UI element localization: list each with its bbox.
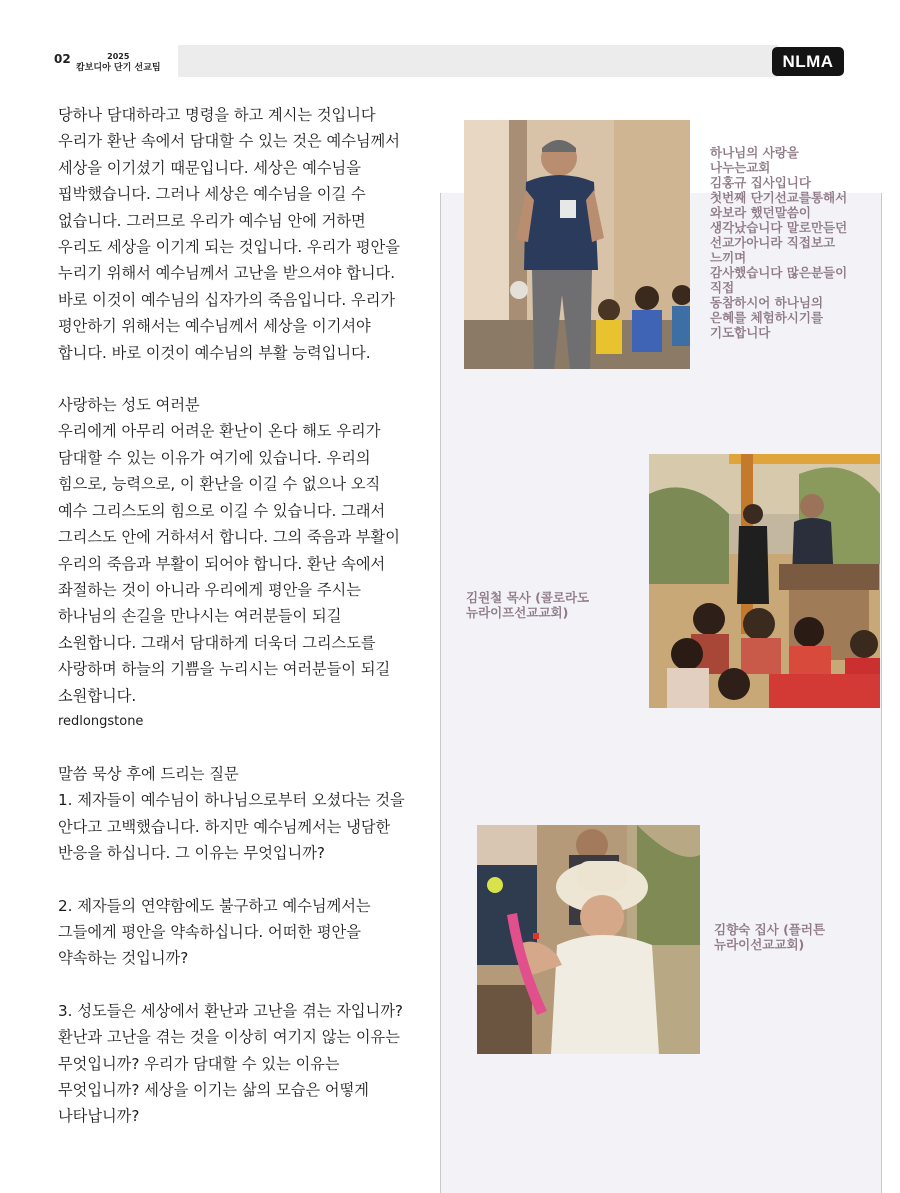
caption-3: 김향숙 집사 (플러튼 뉴라이선교교회) [714,922,826,952]
body-paragraph-1: 당하나 담대하라고 명령을 하고 계시는 것입니다 우리가 환난 속에서 담대할 수 있는 것은 예수님께서 세상을 이기셨기 때문입니다. 세상은 예수님을 핍박했습니다. 그러나 세상은 예수님을 이길 수 없습니다. 그러므로 우리가 예수님 안에 거하면 우리도 세상을 이기게 되는 것입니다. 우리가 평안을 누리기 위해서 예수님께서 고난을 받으셔야 합니다. 바로 이것이 예수님의 십자가의 죽음입니다. 우리가 평안하기 위해서는 예수님께서 세상을 이기셔야 합니다. 바로 이것이 예수님의 부활 능력입니다. [58,106,400,362]
caption-2: 김원철 목사 (콜로라도 뉴라이프선교교회) [466,590,590,620]
page-number: 02 [54,52,71,66]
paragraph-gap [58,972,433,998]
header-bar [178,45,778,77]
body-text-column [58,102,433,1130]
photo-deacon-standing [464,120,690,369]
question-2: 2. 제자들의 연약함에도 불구하고 예수님께서는 그들에게 평안을 약속하십니다. 어떠한 평안을 약속하는 것입니까? [58,896,371,968]
header-title-block [76,52,161,74]
header-title: 캄보디아 단기 선교팀 [76,63,161,73]
author-signature: redlongstone [58,713,144,729]
body-paragraph-2: 사랑하는 성도 여러분 우리에게 아무리 어려운 환난이 온다 해도 우리가 담대할 수 있는 이유가 여기에 있습니다. 우리의 힘으로, 능력으로, 이 환난을 이길 수 없으나 오직 예수 그리스도의 힘으로 이길 수 있습니다. 그래서 그리스도 안에 거하셔서 합니다. 그의 죽음과 부활이 우리의 죽음과 부활이 되어야 합니다. 환난 속에서 좌절하는 것이 아니라 우리에게 평안을 주시는 하나님의 손길을 만나시는 여러분들이 되길 소원합니다. 그래서 담대하게 더욱더 그리스도를 사랑하며 하늘의 기쁨을 누리시는 여러분들이 되길 소원합니다. [58,396,400,705]
paragraph-gap [58,366,433,392]
paragraph-gap [58,867,433,893]
question-1: 1. 제자들이 예수님이 하나님으로부터 오셨다는 것을 안다고 고백했습니다. 하지만 예수님께서는 냉담한 반응을 하십니다. 그 이유는 무엇입니까? [58,791,405,863]
photo-deaconess-hat [477,825,700,1054]
brand-badge: NLMA [772,47,844,76]
photo-pastor-speaking [649,454,880,708]
question-3: 3. 성도들은 세상에서 환난과 고난을 겪는 자입니까? 환난과 고난을 겪는 것을 이상히 여기지 않는 이유는 무엇입니까? 우리가 담대할 수 있는 이유는 무엇입니까? 세상을 이기는 삶의 모습은 어떻게 나타납니까? [58,1001,403,1126]
paragraph-gap [58,735,433,761]
caption-1: 하나님의 사랑을 나누는교회 김홍규 집사입니다 첫번째 단기선교를통해서 와보라 했던말씀이 생각났습니다 말로만듣던 선교가아니라 직접보고 느끼며 감사했습니다 많은분들이 직접 동참하시어 하나님의 은혜를 체험하시기를 기도합니다 [710,145,848,340]
header-year: 2025 [107,52,130,61]
questions-heading: 말씀 묵상 후에 드리는 질문 [58,764,239,783]
